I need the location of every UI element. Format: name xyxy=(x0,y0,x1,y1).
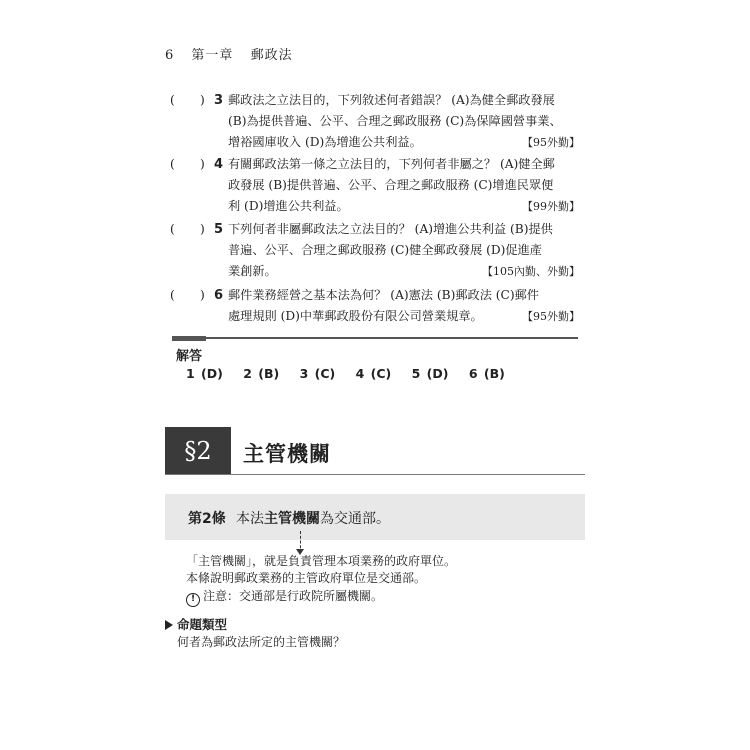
question-source: 【95外勤】 xyxy=(522,310,580,323)
question-type-text: 何者為郵政法所定的主管機關？ xyxy=(177,635,346,649)
explanation-line-1: 「主管機關」，就是負責管理本項業務的政府單位。 xyxy=(186,554,457,568)
answer-list xyxy=(186,366,519,381)
question-number: 5 xyxy=(214,222,224,237)
article-text: 本法主管機關為交通部。 xyxy=(236,511,390,527)
article-keyword: 主管機關 xyxy=(264,511,320,527)
exclamation-icon: ! xyxy=(186,593,200,607)
question-source: 【99外勤】 xyxy=(522,200,580,213)
section-rule xyxy=(165,474,585,475)
answer-divider xyxy=(172,337,578,339)
explanation-line-2: 本條說明郵政業務的主管政府單位是交通部。 xyxy=(186,571,427,585)
running-head xyxy=(165,44,305,63)
question-number: 3 xyxy=(214,93,224,108)
question-text: 郵政法之立法目的，下列敘述何者錯誤？ (A)為健全郵政發展 (B)為提供普遍、公平、合理之郵政服務 (C)為保障國營事業、 增裕國庫收入 (D)為增進公共利益。 xyxy=(228,93,562,149)
answers-title: 解答 xyxy=(176,349,203,364)
triangle-bullet-icon xyxy=(165,620,173,630)
section-number-box xyxy=(165,427,231,475)
answer-item: 5 (D) xyxy=(411,366,449,381)
answer-divider-accent xyxy=(172,336,206,341)
question-source: 【95外勤】 xyxy=(522,136,580,149)
chapter-label: 第一章 xyxy=(191,48,234,63)
section-number: §2 xyxy=(184,437,212,465)
answer-item: 3 (C) xyxy=(299,366,336,381)
answer-item: 2 (B) xyxy=(243,366,280,381)
chapter-title: 郵政法 xyxy=(250,48,293,63)
question-source: 【105內勤、外勤】 xyxy=(482,265,580,278)
question-text: 下列何者非屬郵政法之立法目的？ (A)增進公共利益 (B)提供 普遍、公平、合理之郵政服務 (C)健全郵政發展 (D)促進產 業創新。 xyxy=(228,222,553,278)
answer-item: 1 (D) xyxy=(186,366,223,381)
question-text: 郵件業務經營之基本法為何？ (A)憲法 (B)郵政法 (C)郵件 處理規則 (D)中華郵政股份有限公司營業規章。 xyxy=(228,288,539,323)
question-number: 6 xyxy=(214,288,224,303)
answer-item: 6 (B) xyxy=(468,366,505,381)
section-title: 主管機關 xyxy=(243,442,331,466)
explanation-note xyxy=(186,588,383,607)
question-number: 4 xyxy=(214,157,224,172)
question-type-title: 命題類型 xyxy=(177,617,228,632)
note-text: 注意：交通部是行政院所屬機關。 xyxy=(203,589,384,603)
article-label: 第2條 xyxy=(188,511,226,527)
question-text: 有關郵政法第一條之立法目的，下列何者非屬之？ (A)健全郵 政發展 (B)提供普遍、公平、合理之郵政服務 (C)增進民眾便 利 (D)增進公共利益。 xyxy=(228,157,555,213)
answer-item: 4 (C) xyxy=(355,366,392,381)
page-number: 6 xyxy=(165,48,175,63)
